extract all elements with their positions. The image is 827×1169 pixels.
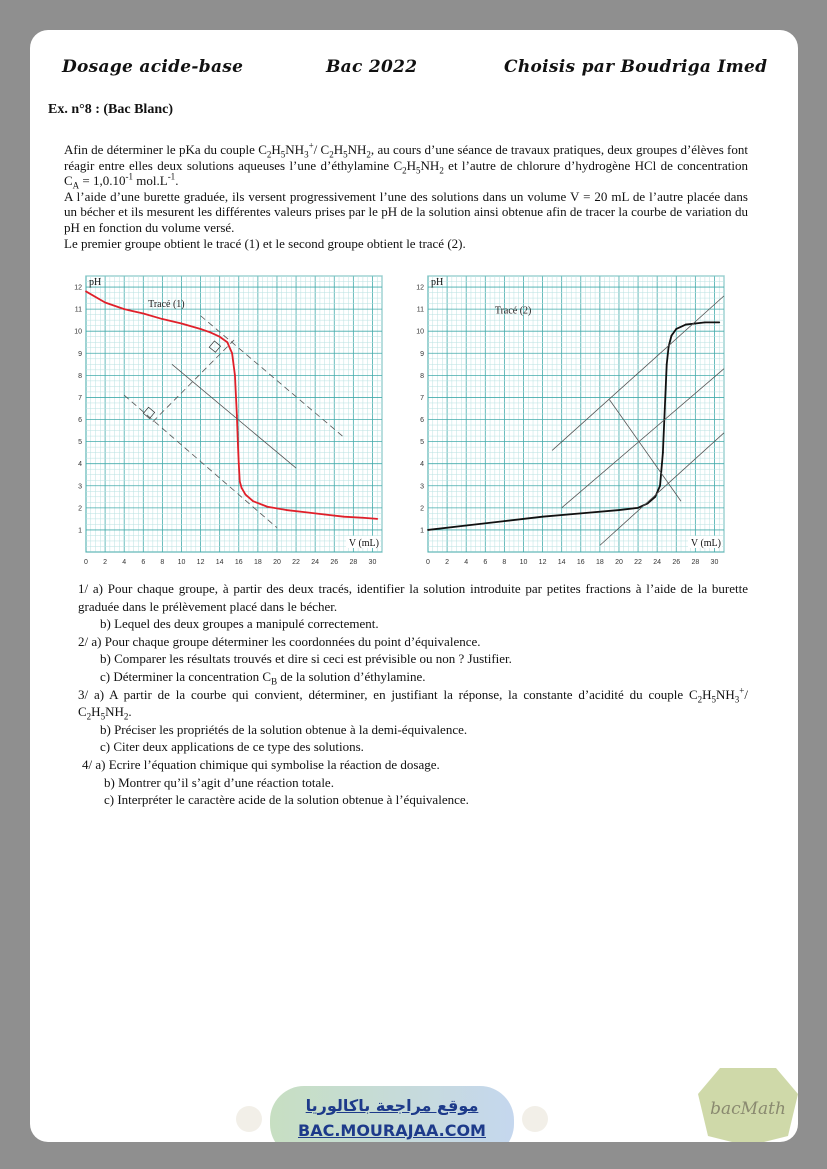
y-tick-label: 10 (74, 328, 82, 336)
badge-text: bacMath (710, 1099, 786, 1119)
question-4c: c) Interpréter le caractère acide de la solution obtenue à l’équivalence. (104, 792, 469, 808)
data-point (239, 480, 241, 482)
data-point (664, 408, 666, 410)
chart-title: Tracé (1) (148, 298, 185, 310)
header-author: Choisis par Boudriga Imed (504, 57, 768, 77)
y-tick-label: 8 (420, 372, 424, 380)
document-page (30, 30, 798, 1142)
data-point (85, 291, 87, 293)
data-point (241, 487, 243, 489)
data-point (267, 506, 269, 508)
y-tick-label: 5 (420, 439, 424, 447)
question-3c: c) Citer deux applications de ce type des solutions. (100, 739, 364, 755)
data-point (675, 328, 677, 330)
x-tick-label: 0 (84, 559, 88, 566)
data-point (234, 374, 236, 376)
questions (78, 580, 748, 809)
data-point (362, 517, 364, 519)
x-axis-label: V (mL) (690, 538, 721, 549)
y-tick-label: 11 (74, 306, 82, 314)
data-point (305, 511, 307, 513)
data-point (376, 518, 378, 520)
data-point (694, 323, 696, 325)
question-2c: c) Déterminer la concentration $C_B$ de la solution d’éthylamine. (100, 668, 426, 687)
header-topic: Dosage acide-base (62, 57, 244, 77)
x-tick-label: 0 (426, 559, 430, 566)
data-point (580, 512, 582, 514)
data-point (123, 308, 125, 310)
y-tick-label: 11 (416, 306, 424, 314)
y-tick-label: 6 (78, 417, 82, 425)
x-tick-label: 12 (196, 559, 205, 566)
x-tick-label: 20 (615, 559, 623, 566)
y-tick-label: 2 (78, 505, 82, 513)
data-point (181, 323, 183, 325)
data-point (238, 463, 240, 465)
y-tick-label: 8 (78, 372, 82, 380)
x-tick-label: 18 (595, 559, 604, 566)
data-point (704, 321, 706, 323)
data-point (200, 328, 202, 330)
question-2a: 2/ a) Pour chaque groupe déterminer les coordonnées du point d’équivalence. (78, 633, 481, 649)
x-tick-label: 6 (483, 559, 488, 566)
question-4b: b) Montrer qu’il s’agit d’une réaction totale. (104, 774, 334, 790)
data-point (324, 514, 326, 516)
data-point (637, 507, 639, 509)
data-point (659, 485, 661, 487)
titration-curve-1 (72, 270, 388, 572)
data-point (236, 414, 238, 416)
y-tick-label: 9 (78, 350, 82, 358)
x-tick-label: 2 (103, 559, 108, 566)
data-point (219, 336, 221, 338)
y-tick-label: 12 (74, 284, 82, 292)
data-point (161, 318, 163, 320)
site-url-link[interactable]: BAC.MOURAJAA.COM (298, 1121, 486, 1140)
data-point (666, 363, 668, 365)
x-tick-label: 22 (292, 559, 300, 566)
x-tick-label: 30 (368, 559, 377, 566)
x-tick-label: 12 (538, 559, 547, 566)
x-tick-label: 10 (519, 559, 528, 566)
data-point (245, 494, 247, 496)
exercise-intro (64, 142, 748, 251)
site-name-arabic[interactable]: موقع مراجعة باكالوريا (305, 1096, 479, 1115)
x-tick-label: 24 (653, 559, 662, 566)
question-1a: 1/ a) Pour chaque groupe, à partir des deux tracés, identifier la solution introduite par petites fractions à l’aide de la burette graduée dans le prélèvement placé dans le bécher. (78, 581, 748, 614)
question-1b: b) Lequel des deux groupes a manipulé correctement. (100, 616, 379, 632)
y-axis-label: pH (431, 277, 444, 288)
titration-curve-2 (414, 270, 730, 572)
y-tick-label: 6 (420, 417, 424, 425)
data-point (662, 452, 664, 454)
x-tick-label: 4 (464, 559, 469, 566)
data-point (226, 341, 228, 343)
x-tick-label: 16 (576, 559, 585, 566)
y-tick-label: 1 (78, 527, 82, 535)
question-3a: 3/ a) A partir de la courbe qui convient, déterminer, en justifiant la réponse, la constante d’acidité du couple $C_2H_5NH_3^+/$ $C_2H_5NH_2$. (78, 685, 748, 722)
x-tick-label: 28 (349, 559, 358, 566)
intro-paragraph-2: A l’aide d’une burette graduée, ils versent progressivement l’une des solutions dans un volume V = 20 mL de l’autre placée dans un bécher et ils mesurent les différentes valeurs prises par le pH de la solution ainsi obtenue afin de tracer la courbe de variation du pH en fonction du volume versé. (64, 188, 748, 235)
y-tick-label: 10 (416, 328, 424, 336)
question-3b: b) Préciser les propriétés de la solution obtenue à la demi-équivalence. (100, 721, 468, 737)
data-point (104, 302, 106, 304)
x-tick-label: 6 (141, 559, 146, 566)
x-tick-label: 8 (502, 559, 507, 566)
header-exam: Bac 2022 (326, 57, 418, 77)
x-tick-label: 26 (330, 559, 339, 566)
data-point (718, 321, 720, 323)
data-point (286, 509, 288, 511)
x-tick-label: 14 (215, 559, 224, 566)
y-tick-label: 2 (420, 505, 424, 513)
question-2b: b) Comparer les résultats trouvés et dire si ceci est prévisible ou non ? Justifier. (100, 651, 512, 667)
x-tick-label: 24 (311, 559, 320, 566)
question-4a: 4/ a) Ecrire l’équation chimique qui symbolise la réaction de dosage. (82, 756, 440, 772)
x-tick-label: 2 (445, 559, 450, 566)
data-point (618, 509, 620, 511)
y-axis-label: pH (89, 277, 102, 288)
data-point (671, 335, 673, 337)
exercise-title: Ex. n°8 : (Bac Blanc) (48, 102, 173, 117)
site-banner[interactable] (270, 1086, 514, 1142)
data-point (685, 324, 687, 326)
x-tick-label: 22 (634, 559, 642, 566)
x-tick-label: 20 (273, 559, 281, 566)
y-tick-label: 1 (420, 527, 424, 535)
bacmath-badge (698, 1066, 798, 1142)
chart-title: Tracé (2) (494, 305, 532, 317)
x-tick-label: 16 (234, 559, 243, 566)
y-tick-label: 4 (78, 461, 82, 469)
x-axis-label: V (mL) (348, 538, 379, 549)
x-tick-label: 4 (122, 559, 127, 566)
data-point (209, 331, 211, 333)
x-tick-label: 10 (177, 559, 186, 566)
y-tick-label: 7 (78, 394, 82, 402)
data-point (343, 516, 345, 518)
data-point (427, 529, 429, 531)
site-logo-left-icon (236, 1106, 262, 1132)
y-tick-label: 9 (420, 350, 424, 358)
y-tick-label: 7 (420, 394, 424, 402)
data-point (142, 313, 144, 315)
x-tick-label: 30 (710, 559, 719, 566)
data-point (503, 520, 505, 522)
data-point (465, 525, 467, 527)
intro-paragraph-1: Afin de déterminer le pKa du couple $C_2H_5NH_3^+/$ $C_2H_5NH_2$, au cours d’une séance de travaux pratiques, deux groupes d’élèves font réagir entre elles deux solutions aqueuses l’une d’éthylamine $C_2H_5NH_2$ et l’autre de chlorure d’hydrogène HCl de concentration $C_A = 1,0.10^{-1}$ $mol.L^{-1}$. (64, 140, 748, 191)
data-point (231, 352, 233, 354)
intro-paragraph-3: Le premier groupe obtient le tracé (1) et le second groupe obtient le tracé (2). (64, 235, 466, 251)
site-logo-right-icon (522, 1106, 548, 1132)
y-tick-label: 3 (420, 483, 424, 491)
x-tick-label: 8 (160, 559, 165, 566)
x-tick-label: 14 (557, 559, 566, 566)
y-tick-label: 4 (420, 461, 424, 469)
data-point (542, 516, 544, 518)
y-tick-label: 5 (78, 439, 82, 447)
x-tick-label: 28 (691, 559, 700, 566)
data-point (252, 500, 254, 502)
y-tick-label: 3 (78, 483, 82, 491)
x-tick-label: 26 (672, 559, 681, 566)
x-tick-label: 18 (253, 559, 262, 566)
data-point (237, 441, 239, 443)
y-tick-label: 12 (416, 284, 424, 292)
